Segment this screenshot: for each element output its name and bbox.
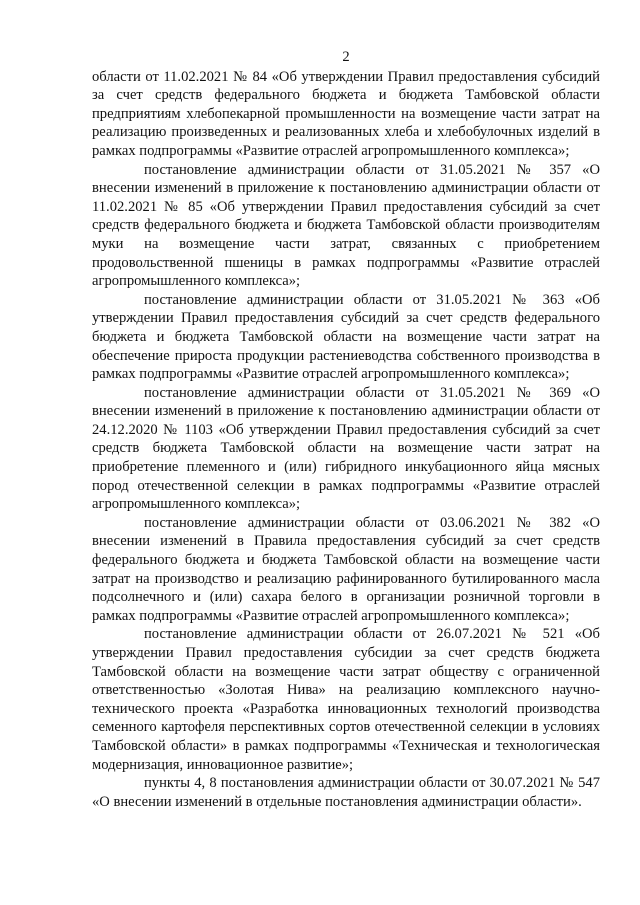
paragraph-continuation: области от 11.02.2021 № 84 «Об утверждении Правил предоставления субсидий за счет средств федерального бюджета и бюджета Тамбовской области предприятиям хлебопекарной промышленности на возмещение части затрат на реализацию произведенных и реализованных хлеба и хлебобулочных изделий в рамках подпрограммы «Развитие отраслей агропромышленного комплекса»; xyxy=(92,68,600,159)
paragraph-resolution-369: постановление администрации области от 31.05.2021 № 369 «О внесении изменений в приложение к постановлению администрации области от 24.12.2020 № 1103 «Об утверждении Правил предоставления субсидий за счет средств бюджета Тамбовской области на возмещение части затрат на приобретение племенного и (или) гибридного инкубационного яйца мясных пород отечественной селекции в рамках подпрограммы «Развитие отраслей агропромышленного комплекса»; xyxy=(92,384,600,513)
paragraph-resolution-363: постановление администрации области от 31.05.2021 № 363 «Об утверждении Правил предоставления субсидий за счет средств федерального бюджета и бюджета Тамбовской области на возмещение части затрат на обеспечение прироста продукции растениеводства собственного производства в рамках подпрограммы «Развитие отраслей агропромышленного комплекса»; xyxy=(92,291,600,383)
paragraph-resolution-382: постановление администрации области от 03.06.2021 № 382 «О внесении изменений в Правила предоставления субсидий за счет средств федерального бюджета и бюджета Тамбовской области на возмещение части затрат на производство и реализацию рафинированного бутилированного масла подсолнечного и (или) сахара белого в организации розничной торговли в рамках подпрограммы «Развитие отраслей агропромышленного комплекса»; xyxy=(92,514,600,624)
paragraph-resolution-521: постановление администрации области от 26.07.2021 № 521 «Об утверждении Правил предоставления субсидии за счет средств бюджета Тамбовской области на возмещение части затрат обществу с ограниченной ответственностью «Золотая Нива» на реализацию комплексного научно-технического проекта «Разработка инновационных технологий производства семенного картофеля перспективных сортов отечественной селекции в условиях Тамбовской области» в рамках подпрограммы «Техническая и технологическая модернизация, инновационное развитие»; xyxy=(92,626,600,773)
document-page xyxy=(92,48,600,811)
paragraph-resolution-357: постановление администрации области от 31.05.2021 № 357 «О внесении изменений в приложение к постановлению администрации области от 11.02.2021 № 85 «Об утверждении Правил предоставления субсидий за счет средств федерального бюджета и бюджета Тамбовской области производителям муки на возмещение части затрат, связанных с приобретением продовольственной пшеницы в рамках подпрограммы «Развитие отраслей агропромышленного комплекса»; xyxy=(92,161,600,290)
paragraph-resolution-547: пункты 4, 8 постановления администрации области от 30.07.2021 № 547 «О внесении изменений в отдельные постановления администрации области». xyxy=(92,775,600,810)
page-number: 2 xyxy=(342,49,350,65)
